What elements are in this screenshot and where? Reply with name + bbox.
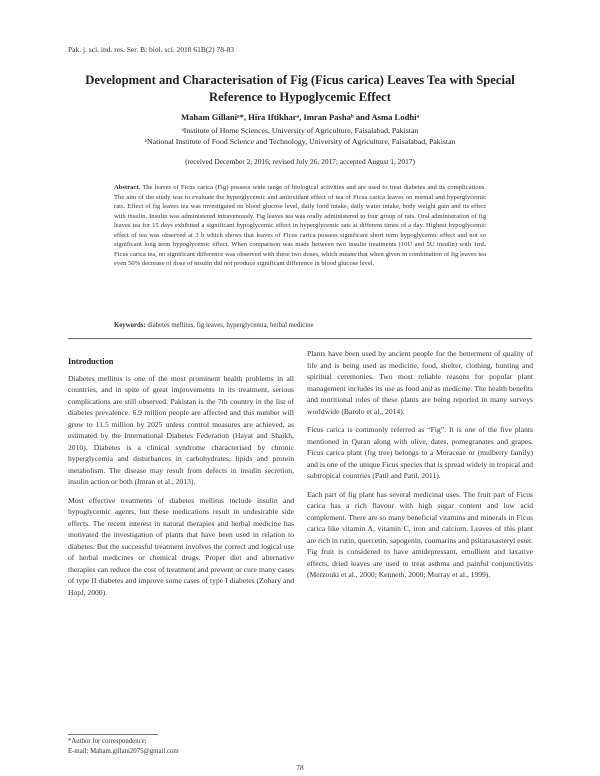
keywords-label: Keywords:: [114, 322, 146, 329]
keywords: [114, 322, 486, 329]
page-number: 78: [296, 763, 304, 772]
keywords-text: diabetes mellitus, fig leaves, hyperglycemia, herbal medicine: [147, 322, 314, 329]
affiliation-a: ᵃInstitute of Home Sciences, University of Agriculture, Faisalabad, Pakistan: [181, 126, 419, 135]
abstract-text: The leaves of Ficus carica (Fig) possess wide range of biological activities and are used to treat diabetes and its complications. The aim of the study was to evaluate the hyperglycemic and antioxidant effect of tea of Ficus carica leaves on normal and hyperglycemic rats. Effect of fig leaves tea was investigated on blood glucose level, daily food intake, daily water intake, body weight gain and its effect with insulin. Insulin was administered intravenously. Fig leaves tea was orally administered to four group of rats. Oral administration of fig leaves tea for 15 days exhibited a significant hypoglycemic effect in hyperglycemic rats at different times of a day. Highest hypoglycemic effect of tea was observed at 3 h which shows that leaves of Ficus carica possess significant short term hypoglycemic effect and not so significant long term hypoglycemic effect. When comparison was made between two insulin treatments (10U and 5U insulin) with 1mL Ficus carica tea, no significant difference was observed with these two doses, which means that when given in combination of fig leaves tea even 50% decrease of dose of insulin did not produce significant difference in blood glucose level.: [114, 184, 486, 267]
paragraph: Most effective treatments of diabetes mellitus include insulin and hypoglycemic agents, but these medications result in undesirable side effects. The recent interest in natural therapies and herbal medicine has motivated the investigation of plants that have been used in relation to diabetes. But the successful treatment involves the correct and logical use of herbal medicines or chemical drugs. Proper diet and alternative therapies can reduce the cost of treatment and prevent or cure many cases of type II diabetes and improve some cases of type I diabetes (Zohary and Hopf, 2000).: [68, 495, 294, 597]
right-column: [307, 348, 533, 588]
footnote: [68, 737, 294, 756]
paragraph: Ficus carica is commonly referred as “Fig”. It is one of the five plants mentioned in Quran along with olive, dates, pomegranates and grapes. Ficus carica plant (fig tree) belongs to a Moraceae or (mulberry family) and is one of the unique Ficus species that is spread widely in tropical and subtropical countries (Patil and Patil, 2011).: [307, 425, 533, 480]
footnote-email: E-mail: Maham.gillani2075@gmail.com: [68, 747, 179, 755]
paper-title: Development and Characterisation of Fig (Ficus carica) Leaves Tea with Special Reference to Hypoglycemic Effect: [85, 73, 515, 104]
affiliation-b: ᵇNational Institute of Food Science and Technology, University of Agriculture, Faisalabad, Pakistan: [144, 137, 456, 146]
abstract: [114, 183, 486, 269]
paragraph: Diabetes mellitus is one of the most prominent health problems in all countries, and in spite of great improvements in its treatment, serious complications are still observed. Pakistan is the 7th country in the list of diabetes prevalence. 6.9 million people are affected and this number will grow to 11.5 million by 2025 unless control measures are achieved, as estimated by the International Diabetes Federation (Hayat and Shaikh, 2010). Diabetes is a clinical syndrome characterised by chronic hyperglycemia and disturbances in carbohydrates, lipids and protein metabolism. The disease may result from defects in insulin secretion, insulin action or both (Imran et al., 2013).: [68, 373, 294, 486]
introduction-heading: Introduction: [68, 357, 114, 366]
abstract-label: Abstract.: [114, 184, 141, 191]
paragraph: Each part of fig plant has several medicinal uses. The fruit part of Ficus carica has a rich flavour with high sugar content and low acid complement. There are so many beneficial vitamins and minerals in Ficus carica like vitamin A, vitamin C, iron and calcium. Leaves of this plant are rich in rutin, quercetin, sapogenin, coumarins and psitaraxasteryl ester. Fig fruit is considered to have antidepressant, emollient and laxative effects, dried leaves are used to treat asthma and painful conjunctivitis (Merzouki et al., 2000; Kenneth, 2000; Murray et al., 1999).: [307, 489, 533, 579]
footnote-line: *Author for correspondence;: [68, 738, 147, 745]
paragraph: Plants have been used by ancient people for the betterment of quality of life and is being used as medicine, food, shelter, clothing, hunting and spiritual ceremonies. Two most reliable reasons for popular plant management includes its use as food and as medicine. The health benefits and nutritional roles of these plants are being reported in many surveys worldwide (Barolo et al., 2014).: [307, 349, 533, 416]
footnote-rule: [68, 734, 158, 735]
received-dates: (received December 2, 2016; revised July 26, 2017; accepted August 1, 2017): [185, 157, 415, 166]
affiliations: [60, 125, 540, 147]
left-column: [68, 348, 294, 605]
journal-reference: Pak. j. sci. ind. res. Ser. B: biol. sci. 2018 61B(2) 78-83: [68, 45, 235, 54]
section-divider: [68, 338, 532, 339]
author-list: Maham Gillaniᵃ*, Hira Iftikharᵃ, Imran Pashaᵇ and Asma Lodhiᵃ: [180, 112, 420, 122]
